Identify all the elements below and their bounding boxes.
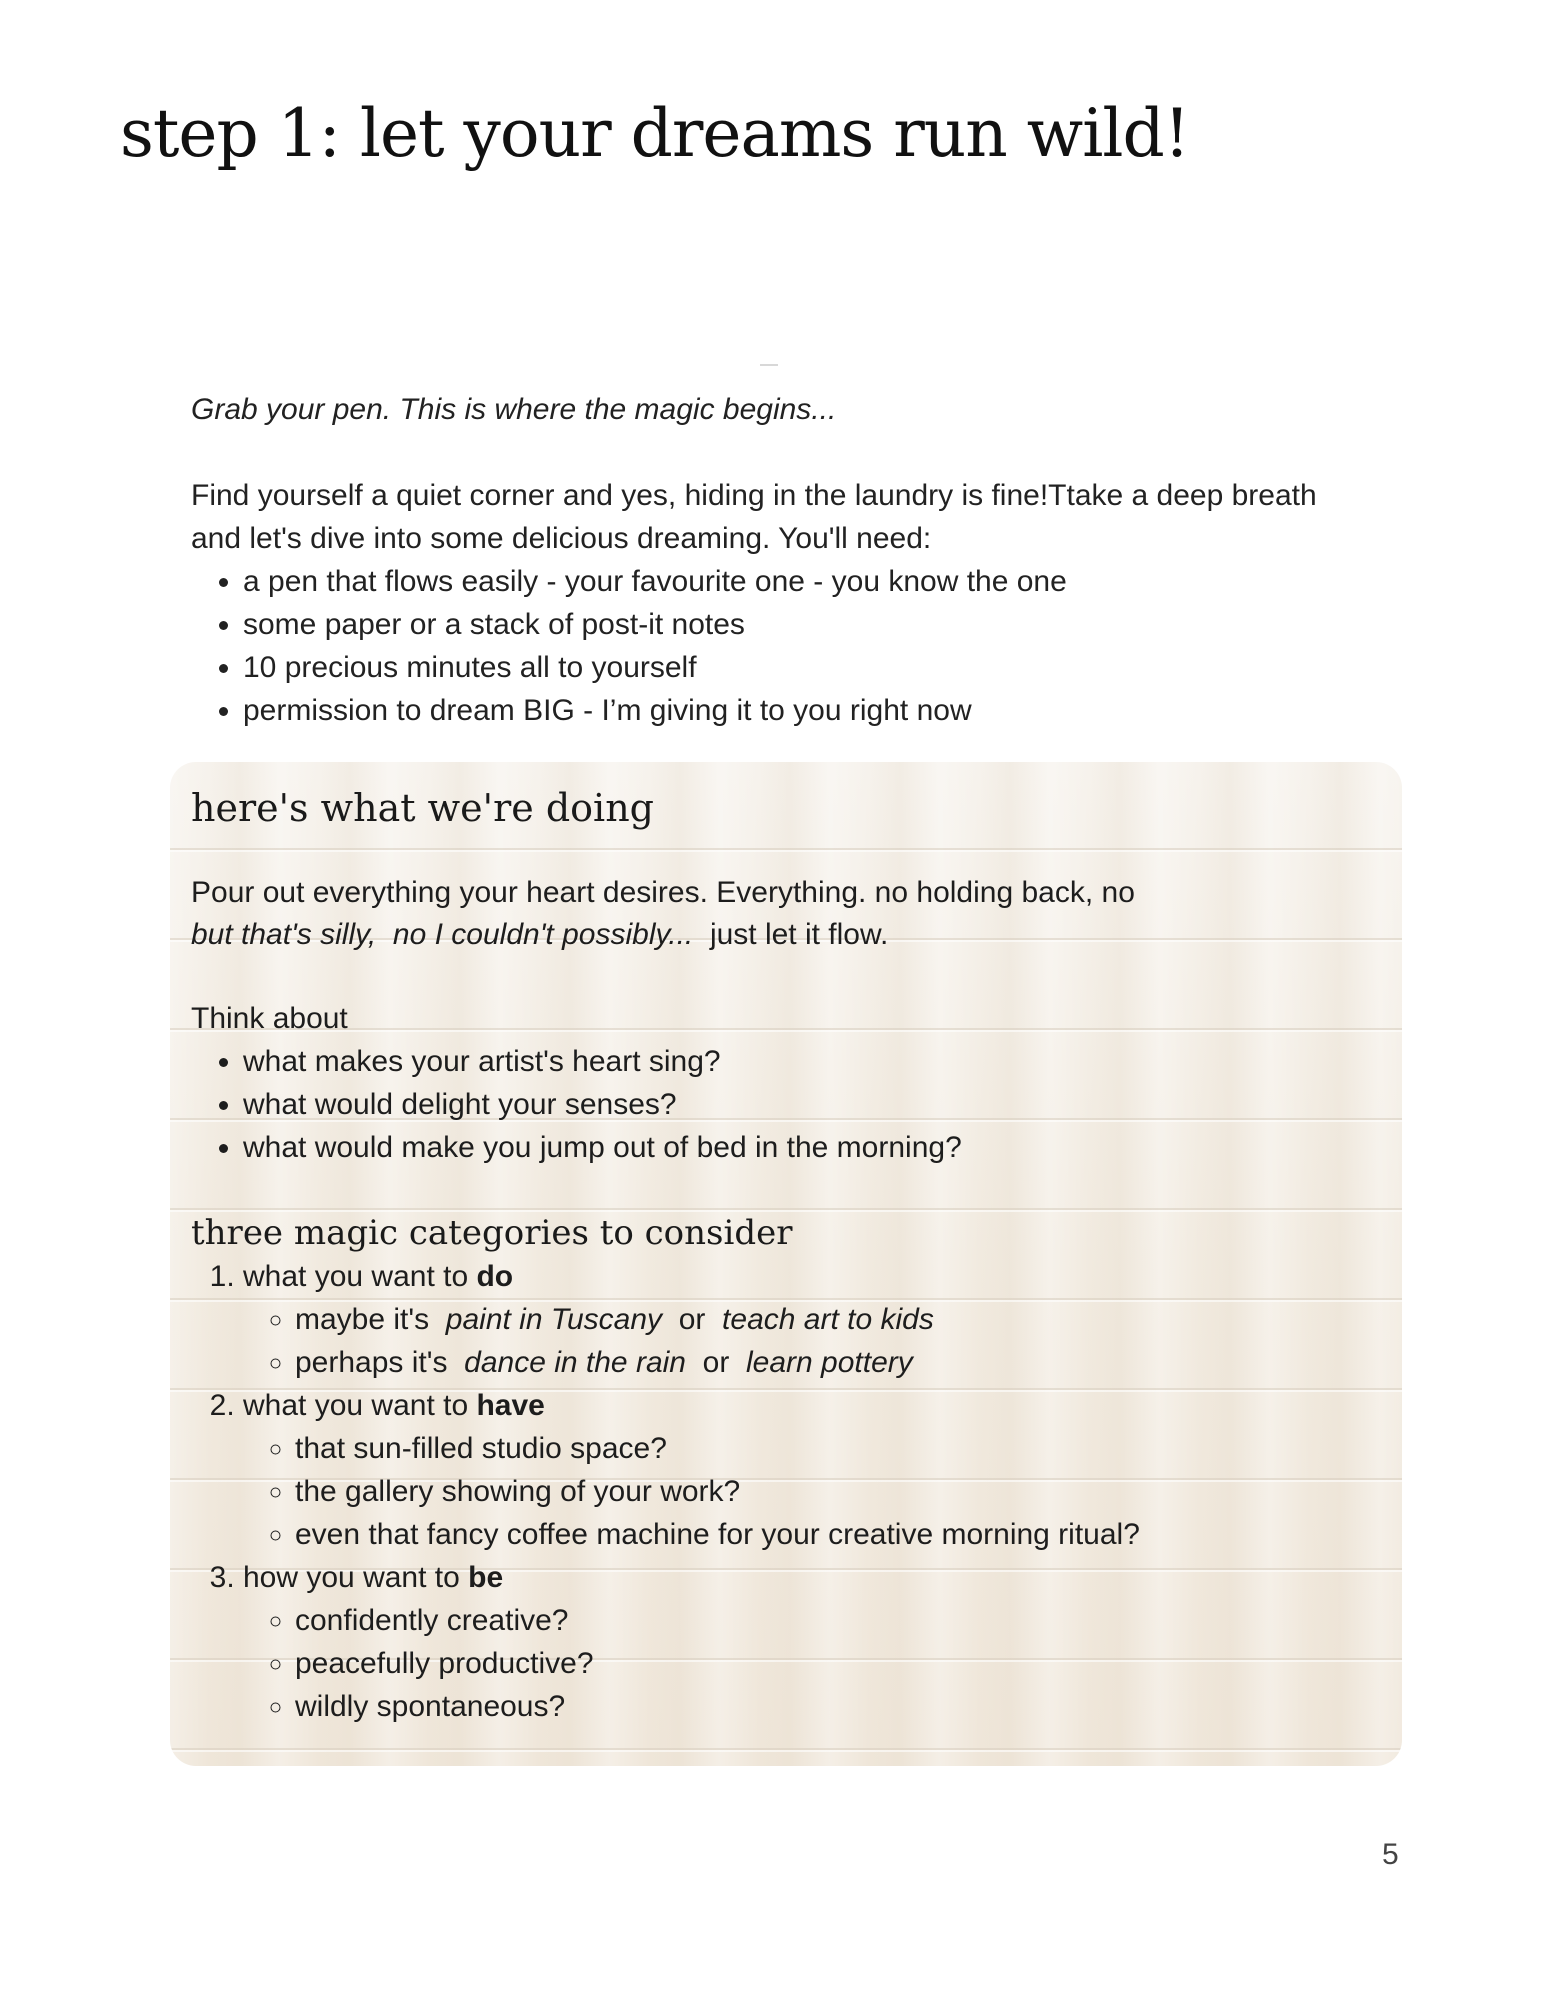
pour-line: Pour out everything your heart desires. Everything. no holding back, no (191, 876, 1135, 909)
list-item: ◦ even that fancy coffee machine for your creative morning ritual? (295, 1513, 1381, 1556)
category-keyword: be (468, 1561, 504, 1594)
list-item: • what would delight your senses? (243, 1083, 1381, 1126)
intro-section (191, 388, 1351, 732)
pour-italic-1: but that's silly, (191, 918, 377, 951)
list-item: • a pen that flows easily - your favourite one - you know the one (243, 560, 1351, 603)
category-sub-list (243, 1427, 1381, 1556)
list-item: ◦ peacefully productive? (295, 1642, 1381, 1685)
category-sub-list (243, 1599, 1381, 1728)
decorative-dash (760, 364, 778, 366)
panel-heading: here's what we're doing (191, 786, 654, 830)
page-title: step 1: let your dreams run wild! (120, 95, 1190, 172)
pour-italic-2: no I couldn't possibly... (392, 918, 694, 951)
list-item: ◦ wildly spontaneous? (295, 1685, 1381, 1728)
category-keyword: do (476, 1260, 514, 1293)
needs-list (191, 560, 1351, 732)
pour-line-2 (191, 914, 1381, 956)
list-item: ◦ perhaps it's dance in the rain or learn pottery (295, 1341, 1381, 1384)
list-item: • 10 precious minutes all to yourself (243, 646, 1351, 689)
intro-lead: Grab your pen. This is where the magic begins... (191, 393, 837, 426)
category-sub-list (243, 1298, 1381, 1384)
category-prefix: what you want to (243, 1389, 469, 1422)
page-number: 5 (1382, 1838, 1399, 1871)
category-prefix: what you want to (243, 1260, 469, 1293)
wood-panel (170, 762, 1402, 1766)
list-item: ◦ maybe it's paint in Tuscany or teach art to kids (295, 1298, 1381, 1341)
list-item: ◦ the gallery showing of your work? (295, 1470, 1381, 1513)
list-item: • what would make you jump out of bed in the morning? (243, 1126, 1381, 1169)
category-be (243, 1556, 1381, 1728)
intro-paragraph: Find yourself a quiet corner and yes, hiding in the laundry is fine!Ttake a deep breath and let's dive into some delicious dreaming. You'll need: (191, 479, 1317, 555)
category-have (243, 1384, 1381, 1556)
list-item: ◦ that sun-filled studio space? (295, 1427, 1381, 1470)
list-item: • some paper or a stack of post-it notes (243, 603, 1351, 646)
category-prefix: how you want to (243, 1561, 460, 1594)
list-item: • what makes your artist's heart sing? (243, 1040, 1381, 1083)
list-item: ◦ confidently creative? (295, 1599, 1381, 1642)
think-list (191, 1040, 1381, 1169)
pour-tail: just let it flow. (709, 918, 889, 951)
list-item: • permission to dream BIG - I’m giving it to you right now (243, 689, 1351, 732)
think-about-label: Think about (191, 1002, 348, 1035)
category-do (243, 1255, 1381, 1384)
category-keyword: have (476, 1389, 545, 1422)
categories-heading: three magic categories to consider (191, 1213, 793, 1253)
panel-content (191, 784, 1381, 1728)
categories-list (191, 1255, 1381, 1728)
